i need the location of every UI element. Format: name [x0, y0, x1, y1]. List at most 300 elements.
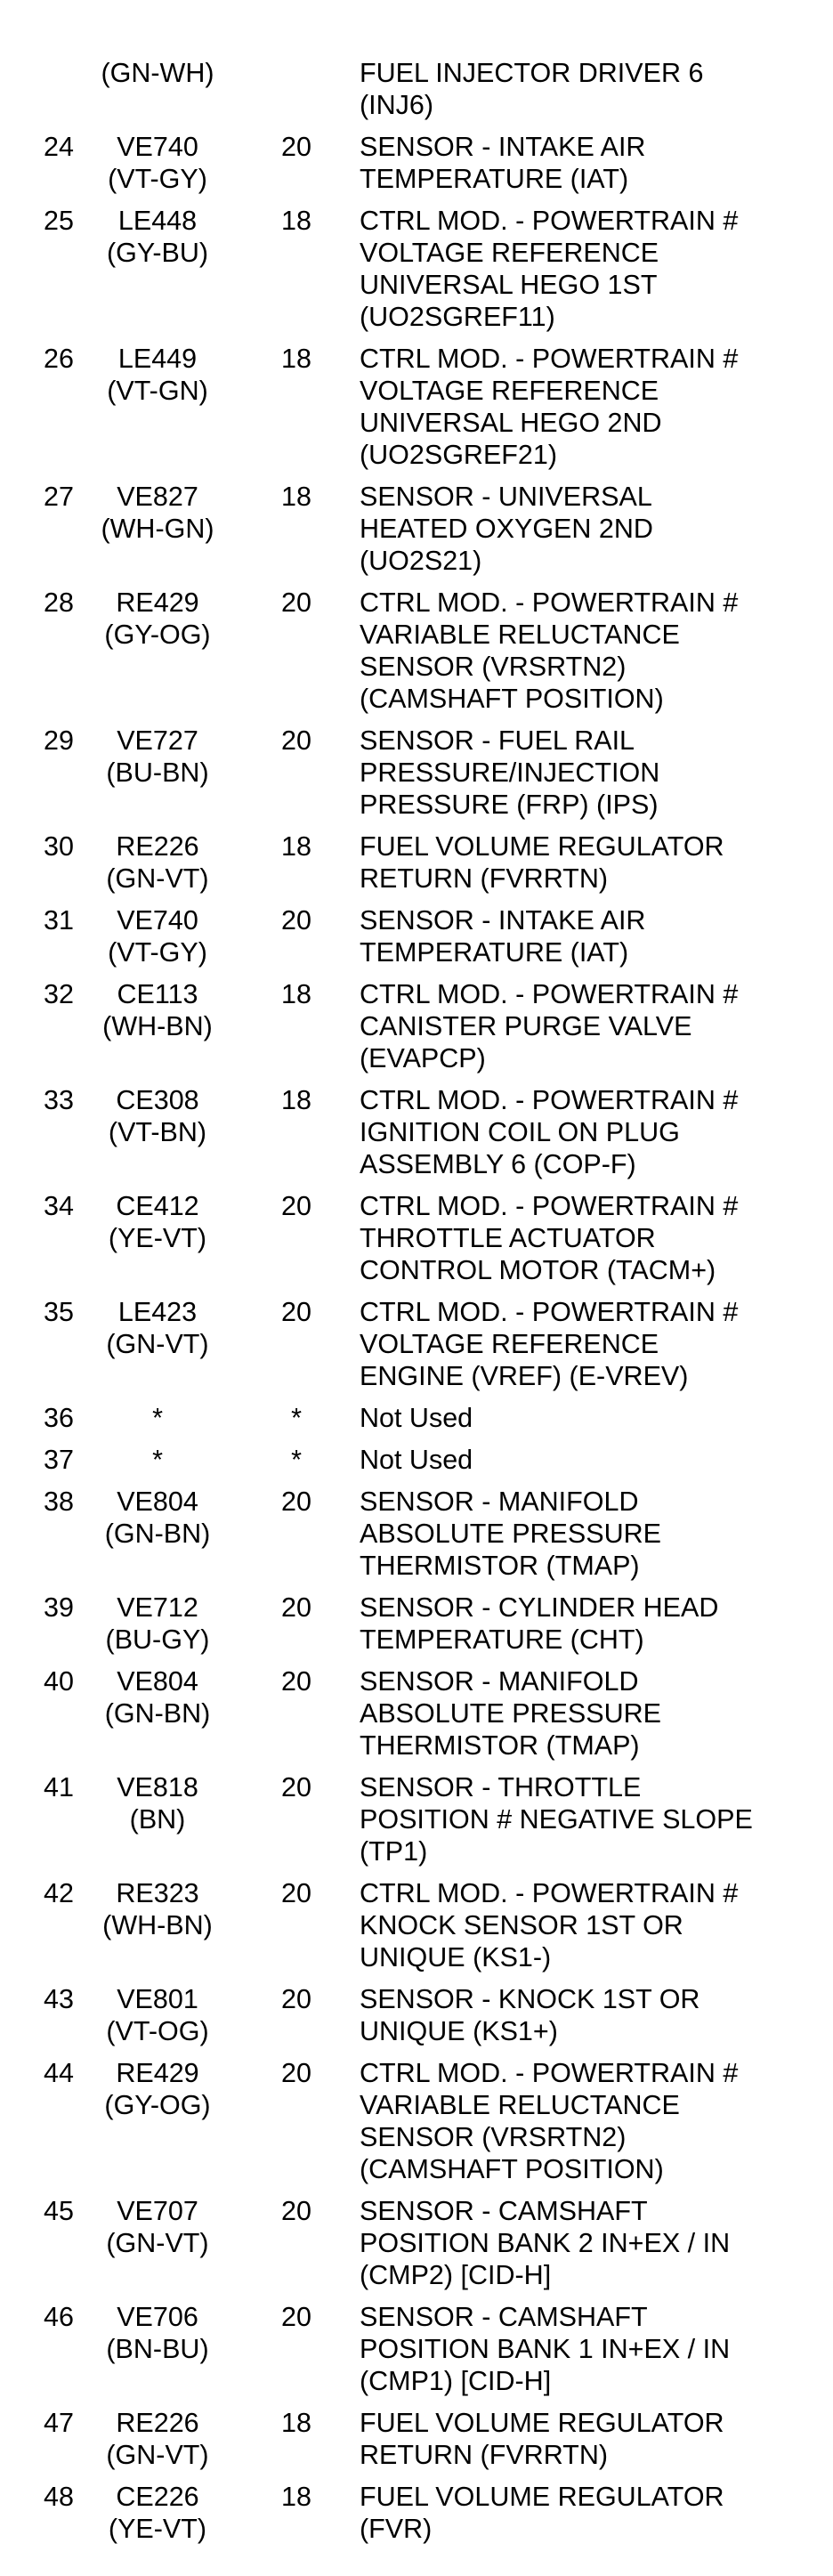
pin-number-text: 32 [44, 979, 74, 1009]
wire-gauge [233, 343, 360, 481]
wire-gauge [233, 1296, 360, 1402]
circuit-cell [82, 1486, 233, 1592]
pin-row [36, 1402, 801, 1444]
wire-color: (VT-GY) [108, 164, 207, 194]
circuit-cell [82, 1084, 233, 1190]
pin-number [36, 1084, 82, 1190]
wire-color: (BN) [129, 1804, 186, 1835]
pin-number [36, 481, 82, 587]
pin-number [36, 725, 82, 830]
wire-gauge-text: 20 [281, 1984, 311, 2014]
description-line: (TP1) [360, 1836, 428, 1867]
pin-number-text: 25 [44, 206, 74, 236]
pin-number-text: 28 [44, 587, 74, 618]
description-line: CTRL MOD. - POWERTRAIN # [360, 344, 739, 374]
description-line: POSITION # NEGATIVE SLOPE [360, 1804, 753, 1835]
wire-gauge-text: 18 [281, 482, 311, 512]
description-line: SENSOR - MANIFOLD [360, 1486, 639, 1517]
pin-number-text: 48 [44, 2482, 74, 2512]
wire-gauge [233, 1983, 360, 2057]
wire-gauge-text: 18 [281, 344, 311, 374]
circuit-id: VE804 [117, 1486, 198, 1517]
description-line: CTRL MOD. - POWERTRAIN # [360, 206, 739, 236]
circuit-cell [82, 1444, 233, 1486]
pin-number [36, 1983, 82, 2057]
circuit-cell [82, 1665, 233, 1771]
description-line: SENSOR - FUEL RAIL [360, 725, 635, 756]
wire-gauge [233, 2301, 360, 2407]
wire-gauge-text: 20 [281, 1297, 311, 1327]
pin-number [36, 1877, 82, 1983]
circuit-cell [82, 481, 233, 587]
pin-row [36, 1771, 801, 1877]
description-line: CTRL MOD. - POWERTRAIN # [360, 1085, 739, 1115]
circuit-id: VE801 [117, 1984, 198, 2014]
description-line: POSITION BANK 2 IN+EX / IN [360, 2228, 731, 2258]
description-line: PRESSURE (FRP) (IPS) [360, 790, 659, 820]
circuit-id: VE727 [117, 725, 198, 756]
pin-row [36, 2195, 801, 2301]
circuit-id: RE429 [116, 587, 199, 618]
circuit-description [360, 1983, 801, 2057]
pin-number-text: 38 [44, 1486, 74, 1517]
description-line: HEATED OXYGEN 2ND [360, 514, 653, 544]
wire-gauge [233, 481, 360, 587]
wire-gauge-text: 18 [281, 831, 311, 862]
wire-gauge-text: 20 [281, 2058, 311, 2088]
pin-number-text: 24 [44, 132, 74, 162]
description-line: CTRL MOD. - POWERTRAIN # [360, 1297, 739, 1327]
circuit-description [360, 1084, 801, 1190]
wire-color: (VT-BN) [108, 1117, 207, 1147]
description-line: SENSOR - CAMSHAFT [360, 2196, 648, 2226]
pin-number-text: 34 [44, 1191, 74, 1221]
description-line: (CAMSHAFT POSITION) [360, 2154, 664, 2184]
description-line: UNIQUE (KS1+) [360, 2016, 558, 2046]
description-line: FUEL VOLUME REGULATOR [360, 2408, 724, 2438]
pin-row [36, 904, 801, 978]
pin-number [36, 2407, 82, 2481]
description-line: ABSOLUTE PRESSURE [360, 1698, 661, 1729]
circuit-cell [82, 2301, 233, 2407]
pin-number [36, 1592, 82, 1665]
description-line: SENSOR - CYLINDER HEAD [360, 1592, 719, 1623]
wire-gauge-text: 20 [281, 1772, 311, 1802]
description-line: RETURN (FVRRTN) [360, 863, 608, 894]
pin-row [36, 2481, 801, 2555]
wire-gauge [233, 1592, 360, 1665]
circuit-id: RE226 [116, 2408, 199, 2438]
wire-color: (YE-VT) [108, 1223, 207, 1253]
pin-row [36, 2407, 801, 2481]
circuit-description [360, 1771, 801, 1877]
wire-color: (GY-BU) [106, 238, 209, 268]
description-line: SENSOR - INTAKE AIR [360, 132, 646, 162]
description-line: VOLTAGE REFERENCE [360, 238, 659, 268]
description-line: (FVR) [360, 2514, 433, 2544]
circuit-id: CE412 [116, 1191, 199, 1221]
wire-gauge-text: 20 [281, 1486, 311, 1517]
wire-gauge-text: 20 [281, 1592, 311, 1623]
description-line: (INJ6) [360, 90, 434, 120]
pin-number [36, 205, 82, 343]
circuit-description [360, 830, 801, 904]
description-line: PRESSURE/INJECTION [360, 757, 660, 788]
wire-gauge [233, 57, 360, 131]
wire-gauge [233, 1444, 360, 1486]
circuit-cell [82, 830, 233, 904]
wire-color: (GY-OG) [104, 620, 211, 650]
wire-color: (VT-GY) [108, 937, 207, 968]
pin-number [36, 587, 82, 725]
wire-gauge-text: 20 [281, 1666, 311, 1697]
wire-color: (WH-BN) [102, 1011, 213, 1041]
circuit-id: VE706 [117, 2302, 198, 2332]
pin-number [36, 830, 82, 904]
wire-gauge [233, 1190, 360, 1296]
wire-gauge-text: * [291, 1403, 302, 1433]
description-line: IGNITION COIL ON PLUG [360, 1117, 680, 1147]
circuit-cell [82, 1983, 233, 2057]
description-line: UNIVERSAL HEGO 2ND [360, 408, 662, 438]
circuit-description [360, 205, 801, 343]
circuit-cell [82, 1877, 233, 1983]
pin-number [36, 1402, 82, 1444]
circuit-cell [82, 2195, 233, 2301]
pin-row [36, 2301, 801, 2407]
circuit-id: VE818 [117, 1772, 198, 1802]
description-line: CONTROL MOTOR (TACM+) [360, 1255, 716, 1285]
description-line: VARIABLE RELUCTANCE [360, 2090, 680, 2120]
pin-number [36, 131, 82, 205]
wire-gauge [233, 830, 360, 904]
pin-number [36, 1190, 82, 1296]
pin-number [36, 2195, 82, 2301]
wire-gauge [233, 205, 360, 343]
circuit-description [360, 2195, 801, 2301]
pin-row [36, 57, 801, 131]
wire-gauge [233, 978, 360, 1084]
description-line: CANISTER PURGE VALVE [360, 1011, 692, 1041]
pin-row [36, 830, 801, 904]
description-line: CTRL MOD. - POWERTRAIN # [360, 2058, 739, 2088]
circuit-id: VE740 [117, 905, 198, 936]
description-line: THROTTLE ACTUATOR [360, 1223, 656, 1253]
description-line: THERMISTOR (TMAP) [360, 1551, 640, 1581]
circuit-description [360, 1190, 801, 1296]
wire-gauge [233, 2407, 360, 2481]
description-line: SENSOR - UNIVERSAL [360, 482, 652, 512]
description-line: ENGINE (VREF) (E-VREV) [360, 1361, 689, 1391]
description-line: Not Used [360, 1445, 473, 1475]
wire-gauge-text: 18 [281, 2408, 311, 2438]
circuit-cell [82, 205, 233, 343]
wire-color: (GN-WH) [101, 58, 214, 88]
circuit-description [360, 1592, 801, 1665]
description-line: SENSOR - INTAKE AIR [360, 905, 646, 936]
pin-number-text: 46 [44, 2302, 74, 2332]
pin-row [36, 587, 801, 725]
wire-gauge [233, 587, 360, 725]
pin-number [36, 1444, 82, 1486]
circuit-description [360, 2301, 801, 2407]
circuit-id: RE323 [116, 1878, 199, 1908]
wire-color: (BU-GY) [105, 1624, 210, 1655]
wire-color: (BU-BN) [106, 757, 209, 788]
circuit-description [360, 1486, 801, 1592]
circuit-id: LE449 [117, 344, 198, 374]
pin-row [36, 1296, 801, 1402]
wire-gauge [233, 1877, 360, 1983]
circuit-description [360, 587, 801, 725]
circuit-description [360, 57, 801, 131]
pin-number-text: 40 [44, 1666, 74, 1697]
circuit-id: * [152, 1403, 163, 1433]
wire-gauge [233, 131, 360, 205]
circuit-cell [82, 1592, 233, 1665]
circuit-description [360, 1296, 801, 1402]
pin-number-text: 37 [44, 1445, 74, 1475]
pin-number [36, 904, 82, 978]
circuit-id: VE740 [117, 132, 198, 162]
pin-row [36, 978, 801, 1084]
pin-number-text: 31 [44, 905, 74, 936]
pin-number-text: 47 [44, 2408, 74, 2438]
description-line: TEMPERATURE (IAT) [360, 937, 629, 968]
description-line: CTRL MOD. - POWERTRAIN # [360, 979, 739, 1009]
circuit-id: LE448 [117, 206, 198, 236]
pin-number-text: 43 [44, 1984, 74, 2014]
pin-row [36, 1486, 801, 1592]
circuit-description [360, 343, 801, 481]
description-line: ABSOLUTE PRESSURE [360, 1519, 661, 1549]
description-line: (CMP1) [CID-H] [360, 2366, 552, 2396]
pin-row [36, 1084, 801, 1190]
pin-row [36, 205, 801, 343]
circuit-cell [82, 2481, 233, 2555]
wire-gauge [233, 1084, 360, 1190]
pin-row [36, 343, 801, 481]
wire-gauge-text: 20 [281, 2302, 311, 2332]
wire-gauge-text: 20 [281, 587, 311, 618]
pin-number-text: 33 [44, 1085, 74, 1115]
circuit-cell [82, 1190, 233, 1296]
circuit-description [360, 978, 801, 1084]
circuit-description [360, 2057, 801, 2195]
description-line: (UO2SGREF21) [360, 440, 558, 470]
circuit-cell [82, 904, 233, 978]
circuit-cell [82, 725, 233, 830]
wire-color: (YE-VT) [108, 2514, 207, 2544]
description-line: Not Used [360, 1403, 473, 1433]
circuit-id: RE429 [116, 2058, 199, 2088]
pin-row [36, 1592, 801, 1665]
description-line: POSITION BANK 1 IN+EX / IN [360, 2334, 731, 2364]
circuit-cell [82, 57, 233, 131]
wire-gauge-text: 20 [281, 132, 311, 162]
pin-number [36, 2481, 82, 2555]
circuit-id: RE226 [116, 831, 199, 862]
description-line: TEMPERATURE (CHT) [360, 1624, 644, 1655]
circuit-cell [82, 343, 233, 481]
circuit-id: VE827 [117, 482, 198, 512]
wire-color: (GN-BN) [104, 1519, 211, 1549]
circuit-description [360, 1444, 801, 1486]
description-line: (CMP2) [CID-H] [360, 2260, 552, 2290]
pin-row [36, 481, 801, 587]
description-line: SENSOR (VRSRTN2) [360, 2122, 627, 2152]
circuit-description [360, 131, 801, 205]
pin-number-text: 42 [44, 1878, 74, 1908]
pin-number [36, 2301, 82, 2407]
circuit-description [360, 725, 801, 830]
wire-color: (GY-OG) [104, 2090, 211, 2120]
pin-number-text: 36 [44, 1403, 74, 1433]
description-line: CTRL MOD. - POWERTRAIN # [360, 1191, 739, 1221]
pin-row [36, 131, 801, 205]
circuit-cell [82, 2057, 233, 2195]
description-line: SENSOR (VRSRTN2) [360, 652, 627, 682]
pin-row [36, 1983, 801, 2057]
pin-number-text: 26 [44, 344, 74, 374]
description-line: FUEL VOLUME REGULATOR [360, 2482, 724, 2512]
pin-row [36, 2057, 801, 2195]
circuit-id: VE804 [117, 1666, 198, 1697]
circuit-cell [82, 1296, 233, 1402]
wire-gauge-text: 20 [281, 905, 311, 936]
circuit-description [360, 904, 801, 978]
wire-gauge-text: * [291, 1445, 302, 1475]
circuit-description [360, 2407, 801, 2481]
wire-color: (GN-VT) [106, 2228, 209, 2258]
wire-gauge [233, 1486, 360, 1592]
description-line: TEMPERATURE (IAT) [360, 164, 629, 194]
wire-gauge-text: 20 [281, 2196, 311, 2226]
description-line: SENSOR - MANIFOLD [360, 1666, 639, 1697]
circuit-cell [82, 2407, 233, 2481]
description-line: (CAMSHAFT POSITION) [360, 684, 664, 714]
pin-row [36, 1665, 801, 1771]
pin-number-text: 29 [44, 725, 74, 756]
circuit-id: VE707 [117, 2196, 198, 2226]
wire-gauge-text: 18 [281, 206, 311, 236]
pin-number-text: 35 [44, 1297, 74, 1327]
pin-row [36, 1190, 801, 1296]
wire-color: (GN-VT) [106, 863, 209, 894]
pin-number [36, 1296, 82, 1402]
pin-row [36, 1444, 801, 1486]
circuit-id: * [152, 1445, 163, 1475]
wire-color: (GN-BN) [104, 1698, 211, 1729]
circuit-cell [82, 1402, 233, 1444]
circuit-id: CE226 [116, 2482, 199, 2512]
description-line: (UO2S21) [360, 546, 482, 576]
wire-gauge [233, 1402, 360, 1444]
description-line: UNIQUE (KS1-) [360, 1942, 552, 1973]
description-line: VOLTAGE REFERENCE [360, 1329, 659, 1359]
description-line: ASSEMBLY 6 (COP-F) [360, 1149, 636, 1179]
pin-number-text: 44 [44, 2058, 74, 2088]
description-line: SENSOR - THROTTLE [360, 1772, 642, 1802]
circuit-cell [82, 1771, 233, 1877]
pin-number [36, 343, 82, 481]
description-line: SENSOR - KNOCK 1ST OR [360, 1984, 700, 2014]
circuit-id: CE308 [116, 1085, 199, 1115]
pin-row [36, 1877, 801, 1983]
pin-number [36, 978, 82, 1084]
pin-number [36, 1665, 82, 1771]
wire-color: (WH-GN) [101, 514, 214, 544]
wire-color: (GN-VT) [106, 1329, 209, 1359]
wire-gauge [233, 1771, 360, 1877]
pin-number-text: 30 [44, 831, 74, 862]
pin-number-text: 39 [44, 1592, 74, 1623]
wire-color: (VT-GN) [107, 376, 208, 406]
pinout-table-body [36, 57, 801, 2555]
wire-gauge-text: 18 [281, 979, 311, 1009]
description-line: CTRL MOD. - POWERTRAIN # [360, 1878, 739, 1908]
wire-color: (WH-BN) [102, 1910, 213, 1940]
wire-gauge-text: 20 [281, 1878, 311, 1908]
circuit-cell [82, 978, 233, 1084]
description-line: VARIABLE RELUCTANCE [360, 620, 680, 650]
pin-number [36, 1486, 82, 1592]
circuit-description [360, 481, 801, 587]
pin-number [36, 2057, 82, 2195]
wire-gauge-text: 20 [281, 1191, 311, 1221]
wire-gauge [233, 2057, 360, 2195]
description-line: VOLTAGE REFERENCE [360, 376, 659, 406]
wire-gauge [233, 904, 360, 978]
pin-row [36, 725, 801, 830]
wire-gauge [233, 2481, 360, 2555]
wire-gauge [233, 2195, 360, 2301]
pinout-table [36, 57, 801, 2555]
circuit-id: LE423 [117, 1297, 198, 1327]
wire-gauge-text: 18 [281, 1085, 311, 1115]
pin-number [36, 57, 82, 131]
pin-number-text: 45 [44, 2196, 74, 2226]
circuit-description [360, 1402, 801, 1444]
wire-gauge-text: 20 [281, 725, 311, 756]
wire-color: (BN-BU) [106, 2334, 209, 2364]
description-line: UNIVERSAL HEGO 1ST [360, 270, 658, 300]
circuit-cell [82, 131, 233, 205]
circuit-description [360, 1665, 801, 1771]
description-line: THERMISTOR (TMAP) [360, 1730, 640, 1761]
description-line: FUEL INJECTOR DRIVER 6 [360, 58, 704, 88]
description-line: (EVAPCP) [360, 1043, 486, 1073]
description-line: (UO2SGREF11) [360, 302, 555, 332]
description-line: KNOCK SENSOR 1ST OR [360, 1910, 683, 1940]
description-line: RETURN (FVRRTN) [360, 2440, 608, 2470]
circuit-id: CE113 [117, 979, 198, 1009]
description-line: FUEL VOLUME REGULATOR [360, 831, 724, 862]
pin-number-text: 27 [44, 482, 74, 512]
wire-color: (VT-OG) [106, 2016, 209, 2046]
description-line: SENSOR - CAMSHAFT [360, 2302, 648, 2332]
wire-color: (GN-VT) [106, 2440, 209, 2470]
pin-number [36, 1771, 82, 1877]
circuit-cell [82, 587, 233, 725]
circuit-description [360, 2481, 801, 2555]
pin-number-text: 41 [44, 1772, 74, 1802]
description-line: CTRL MOD. - POWERTRAIN # [360, 587, 739, 618]
wire-gauge [233, 725, 360, 830]
wire-gauge-text: 18 [281, 2482, 311, 2512]
circuit-id: VE712 [117, 1592, 198, 1623]
circuit-description [360, 1877, 801, 1983]
